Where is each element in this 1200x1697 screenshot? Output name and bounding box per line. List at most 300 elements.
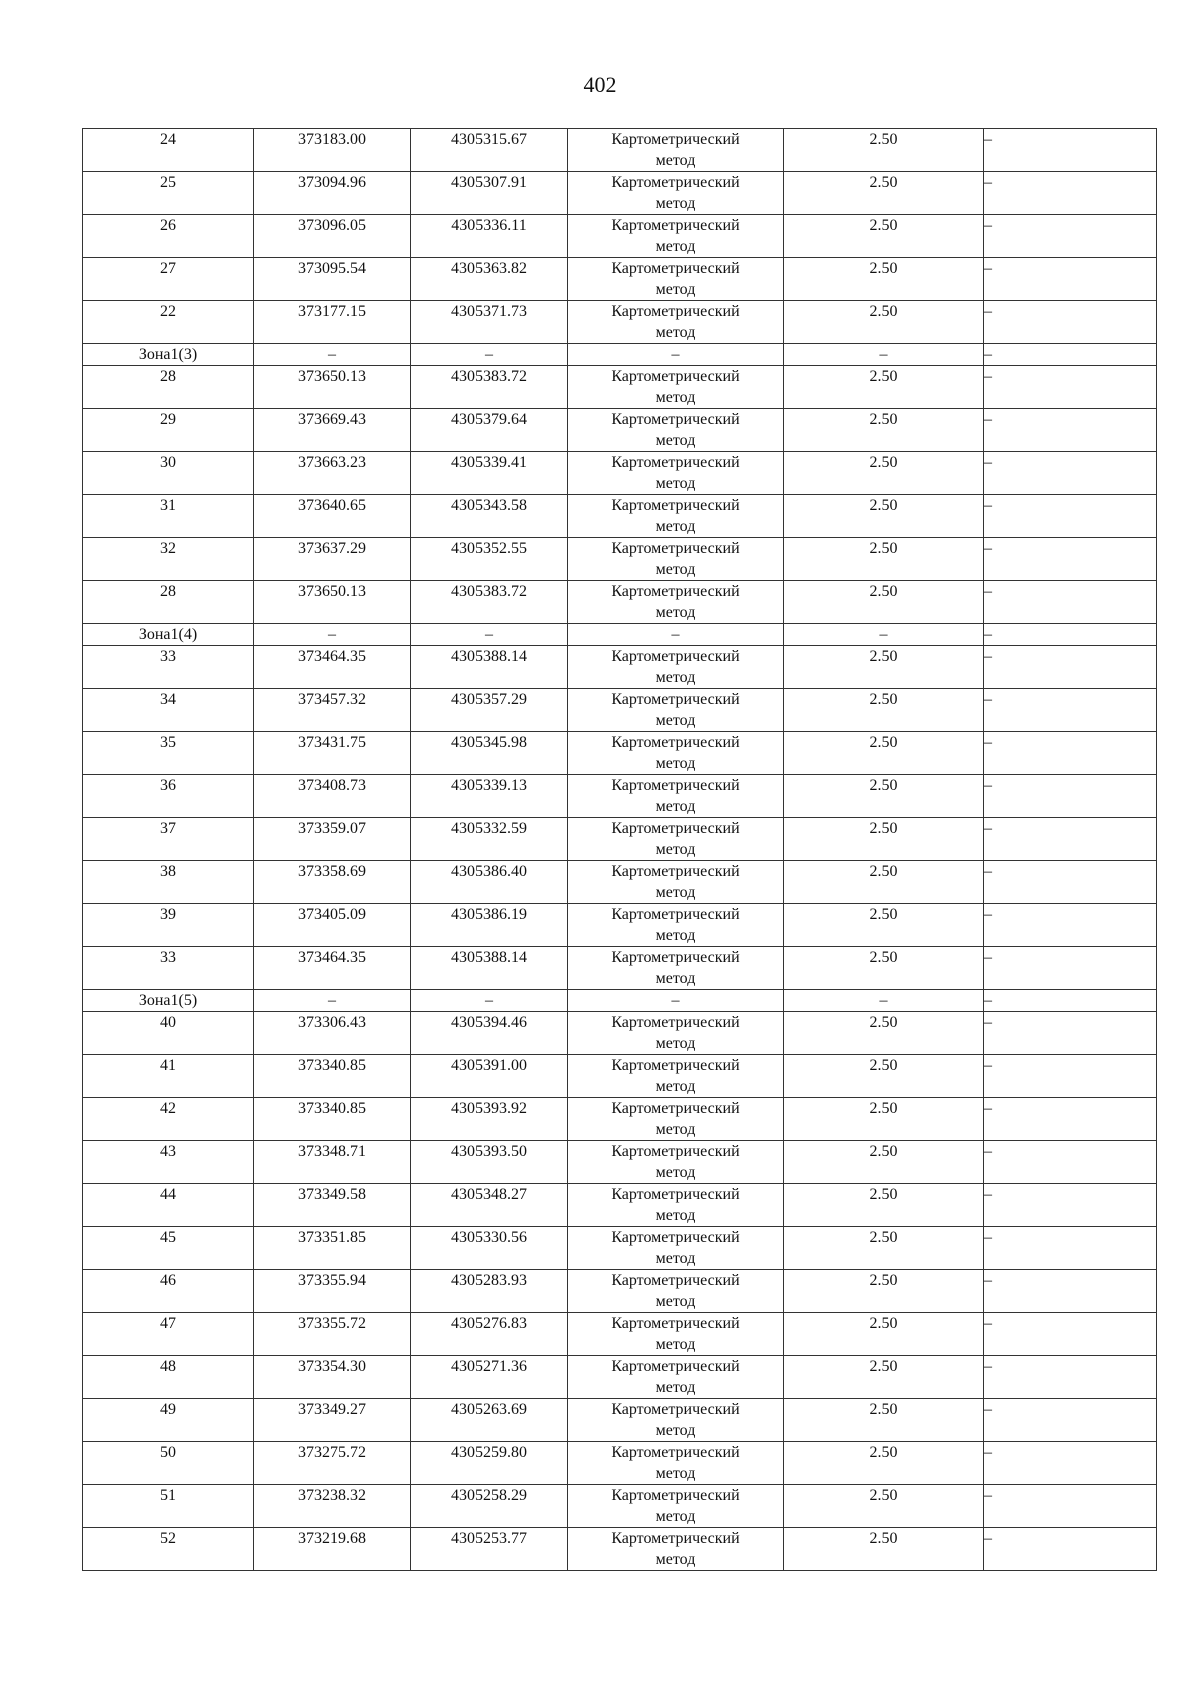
coord-y: 4305348.27 [411,1184,568,1227]
coord-x: 373096.05 [254,215,411,258]
coord-y: 4305388.14 [411,947,568,990]
description: – [984,301,1157,344]
point-number: 37 [83,818,254,861]
point-row [83,904,1157,947]
method-line-2: метод [655,1293,696,1310]
method-line-1: Картометрический [611,1401,740,1418]
coord-x: 373355.94 [254,1270,411,1313]
method-line-1: Картометрический [611,217,740,234]
method-line-1: Картометрический [611,540,740,557]
accuracy: 2.50 [784,1227,984,1270]
coord-x: 373219.68 [254,1528,411,1571]
coord-x: 373177.15 [254,301,411,344]
method-cell [568,1098,784,1141]
method-line-2: метод [655,238,696,255]
point-number: 40 [83,1012,254,1055]
method-cell [568,775,784,818]
method-cell [568,172,784,215]
accuracy: 2.50 [784,947,984,990]
point-number: 26 [83,215,254,258]
point-number: 35 [83,732,254,775]
coord-y: 4305339.13 [411,775,568,818]
point-row [83,258,1157,301]
description: – [984,581,1157,624]
method-cell [568,1055,784,1098]
zone-method-dash: – [568,624,784,646]
method-line-1: Картометрический [611,648,740,665]
accuracy: 2.50 [784,1356,984,1399]
method-cell [568,1012,784,1055]
method-cell [568,947,784,990]
method-cell [568,689,784,732]
accuracy: 2.50 [784,129,984,172]
method-line-1: Картометрический [611,1315,740,1332]
point-number: 33 [83,646,254,689]
coord-x: 373464.35 [254,646,411,689]
point-row [83,1313,1157,1356]
method-line-1: Картометрический [611,368,740,385]
method-line-2: метод [655,518,696,535]
method-cell [568,409,784,452]
point-number: 29 [83,409,254,452]
point-row [83,732,1157,775]
method-cell [568,861,784,904]
method-line-2: метод [655,1207,696,1224]
description: – [984,861,1157,904]
accuracy: 2.50 [784,495,984,538]
description: – [984,129,1157,172]
point-number: 34 [83,689,254,732]
description: – [984,1055,1157,1098]
method-line-1: Картометрический [611,1530,740,1547]
method-cell [568,495,784,538]
zone-header-row [83,990,1157,1012]
method-cell [568,646,784,689]
point-row [83,1012,1157,1055]
zone-header-row [83,624,1157,646]
coord-y: 4305339.41 [411,452,568,495]
coord-x: 373457.32 [254,689,411,732]
method-line-2: метод [655,1465,696,1482]
description: – [984,1012,1157,1055]
method-cell [568,1313,784,1356]
method-cell [568,1141,784,1184]
method-line-1: Картометрический [611,1444,740,1461]
method-cell [568,1227,784,1270]
point-number: 32 [83,538,254,581]
method-cell [568,581,784,624]
point-row [83,1442,1157,1485]
description: – [984,172,1157,215]
method-line-1: Картометрический [611,411,740,428]
description: – [984,947,1157,990]
zone-accuracy-dash: – [784,344,984,366]
description: – [984,1485,1157,1528]
point-number: 46 [83,1270,254,1313]
coord-y: 4305283.93 [411,1270,568,1313]
point-number: 43 [83,1141,254,1184]
method-line-1: Картометрический [611,131,740,148]
point-row [83,129,1157,172]
method-line-1: Картометрический [611,1358,740,1375]
coord-y: 4305379.64 [411,409,568,452]
zone-description-dash: – [984,990,1157,1012]
point-row [83,495,1157,538]
point-row [83,581,1157,624]
zone-y-dash: – [411,624,568,646]
point-number: 27 [83,258,254,301]
method-line-2: метод [655,1164,696,1181]
method-line-1: Картометрический [611,820,740,837]
method-line-1: Картометрический [611,949,740,966]
description: – [984,366,1157,409]
point-row [83,1399,1157,1442]
method-cell [568,129,784,172]
method-cell [568,366,784,409]
description: – [984,1184,1157,1227]
point-row [83,1356,1157,1399]
method-line-2: метод [655,1078,696,1095]
method-line-2: метод [655,195,696,212]
method-line-1: Картометрический [611,1487,740,1504]
method-line-1: Картометрический [611,174,740,191]
accuracy: 2.50 [784,818,984,861]
coord-y: 4305263.69 [411,1399,568,1442]
description: – [984,1399,1157,1442]
method-line-2: метод [655,475,696,492]
zone-y-dash: – [411,990,568,1012]
coord-x: 373349.27 [254,1399,411,1442]
method-cell [568,1528,784,1571]
accuracy: 2.50 [784,1055,984,1098]
point-row [83,689,1157,732]
coord-y: 4305393.92 [411,1098,568,1141]
point-row [83,538,1157,581]
method-cell [568,301,784,344]
point-number: 41 [83,1055,254,1098]
coord-x: 373349.58 [254,1184,411,1227]
coord-x: 373669.43 [254,409,411,452]
method-line-2: метод [655,669,696,686]
description: – [984,452,1157,495]
point-number: 24 [83,129,254,172]
method-line-2: метод [655,1379,696,1396]
accuracy: 2.50 [784,538,984,581]
accuracy: 2.50 [784,861,984,904]
accuracy: 2.50 [784,581,984,624]
method-line-1: Картометрический [611,1057,740,1074]
method-line-1: Картометрический [611,1186,740,1203]
zone-label: Зона1(4) [83,624,254,646]
point-row [83,1528,1157,1571]
description: – [984,775,1157,818]
method-cell [568,538,784,581]
zone-method-dash: – [568,990,784,1012]
accuracy: 2.50 [784,732,984,775]
description: – [984,1141,1157,1184]
method-cell [568,1485,784,1528]
method-line-2: метод [655,324,696,341]
method-line-1: Картометрический [611,260,740,277]
method-line-2: метод [655,1035,696,1052]
point-row [83,775,1157,818]
method-cell [568,1356,784,1399]
point-number: 38 [83,861,254,904]
coord-y: 4305276.83 [411,1313,568,1356]
point-row [83,1141,1157,1184]
description: – [984,904,1157,947]
accuracy: 2.50 [784,301,984,344]
method-line-1: Картометрический [611,734,740,751]
zone-accuracy-dash: – [784,990,984,1012]
coord-y: 4305383.72 [411,581,568,624]
coord-y: 4305307.91 [411,172,568,215]
method-line-2: метод [655,798,696,815]
point-number: 28 [83,366,254,409]
coord-y: 4305394.46 [411,1012,568,1055]
accuracy: 2.50 [784,775,984,818]
description: – [984,538,1157,581]
coord-y: 4305386.19 [411,904,568,947]
coord-x: 373464.35 [254,947,411,990]
description: – [984,495,1157,538]
method-line-1: Картометрический [611,863,740,880]
coord-y: 4305258.29 [411,1485,568,1528]
point-row [83,215,1157,258]
coord-x: 373650.13 [254,581,411,624]
point-row [83,1055,1157,1098]
point-number: 25 [83,172,254,215]
point-number: 39 [83,904,254,947]
point-number: 22 [83,301,254,344]
coord-x: 373355.72 [254,1313,411,1356]
coord-y: 4305343.58 [411,495,568,538]
page-number: 402 [583,72,617,97]
method-line-2: метод [655,884,696,901]
method-cell [568,732,784,775]
description: – [984,1098,1157,1141]
description: – [984,646,1157,689]
method-line-2: метод [655,755,696,772]
method-line-2: метод [655,389,696,406]
coord-x: 373095.54 [254,258,411,301]
method-line-2: метод [655,152,696,169]
point-number: 47 [83,1313,254,1356]
point-number: 48 [83,1356,254,1399]
coord-y: 4305393.50 [411,1141,568,1184]
zone-label: Зона1(3) [83,344,254,366]
accuracy: 2.50 [784,452,984,495]
description: – [984,1442,1157,1485]
zone-label: Зона1(5) [83,990,254,1012]
method-line-1: Картометрический [611,1229,740,1246]
coord-y: 4305330.56 [411,1227,568,1270]
coord-x: 373348.71 [254,1141,411,1184]
coord-y: 4305391.00 [411,1055,568,1098]
accuracy: 2.50 [784,1442,984,1485]
point-number: 49 [83,1399,254,1442]
method-line-1: Картометрический [611,1272,740,1289]
coord-x: 373340.85 [254,1098,411,1141]
description: – [984,409,1157,452]
point-row [83,409,1157,452]
method-cell [568,258,784,301]
method-line-1: Картометрический [611,303,740,320]
method-line-1: Картометрический [611,1143,740,1160]
method-line-2: метод [655,1121,696,1138]
method-line-2: метод [655,1250,696,1267]
accuracy: 2.50 [784,258,984,301]
coord-y: 4305357.29 [411,689,568,732]
method-line-1: Картометрический [611,1014,740,1031]
point-row [83,861,1157,904]
accuracy: 2.50 [784,904,984,947]
coord-x: 373650.13 [254,366,411,409]
coord-y: 4305271.36 [411,1356,568,1399]
point-number: 30 [83,452,254,495]
point-number: 36 [83,775,254,818]
description: – [984,732,1157,775]
accuracy: 2.50 [784,646,984,689]
coord-x: 373637.29 [254,538,411,581]
coord-x: 373306.43 [254,1012,411,1055]
accuracy: 2.50 [784,1184,984,1227]
accuracy: 2.50 [784,1399,984,1442]
accuracy: 2.50 [784,1485,984,1528]
coord-x: 373640.65 [254,495,411,538]
point-number: 45 [83,1227,254,1270]
point-row [83,947,1157,990]
coord-x: 373094.96 [254,172,411,215]
coord-y: 4305352.55 [411,538,568,581]
coord-x: 373663.23 [254,452,411,495]
method-cell [568,818,784,861]
method-cell [568,1184,784,1227]
method-line-1: Картометрический [611,583,740,600]
point-row [83,1485,1157,1528]
description: – [984,1313,1157,1356]
point-number: 50 [83,1442,254,1485]
coord-y: 4305386.40 [411,861,568,904]
accuracy: 2.50 [784,689,984,732]
zone-method-dash: – [568,344,784,366]
coord-x: 373183.00 [254,129,411,172]
coord-x: 373359.07 [254,818,411,861]
method-line-2: метод [655,432,696,449]
zone-x-dash: – [254,990,411,1012]
coord-y: 4305363.82 [411,258,568,301]
method-line-2: метод [655,1336,696,1353]
method-line-2: метод [655,1551,696,1568]
method-line-1: Картометрический [611,1100,740,1117]
accuracy: 2.50 [784,1098,984,1141]
coord-x: 373408.73 [254,775,411,818]
coordinates-table-body [83,129,1157,1571]
method-line-2: метод [655,927,696,944]
point-row [83,1270,1157,1313]
method-cell [568,1270,784,1313]
description: – [984,1356,1157,1399]
description: – [984,215,1157,258]
description: – [984,1270,1157,1313]
point-number: 28 [83,581,254,624]
point-row [83,646,1157,689]
method-line-2: метод [655,561,696,578]
coord-y: 4305371.73 [411,301,568,344]
coord-y: 4305315.67 [411,129,568,172]
point-row [83,366,1157,409]
point-row [83,1227,1157,1270]
point-row [83,172,1157,215]
method-line-2: метод [655,1508,696,1525]
coord-x: 373340.85 [254,1055,411,1098]
method-cell [568,452,784,495]
method-line-1: Картометрический [611,777,740,794]
coord-y: 4305388.14 [411,646,568,689]
method-cell [568,1442,784,1485]
coord-y: 4305253.77 [411,1528,568,1571]
zone-description-dash: – [984,624,1157,646]
point-number: 33 [83,947,254,990]
method-line-2: метод [655,712,696,729]
method-line-2: метод [655,841,696,858]
point-number: 51 [83,1485,254,1528]
method-cell [568,1399,784,1442]
accuracy: 2.50 [784,1528,984,1571]
zone-x-dash: – [254,344,411,366]
zone-description-dash: – [984,344,1157,366]
coord-x: 373354.30 [254,1356,411,1399]
coord-x: 373358.69 [254,861,411,904]
method-line-1: Картометрический [611,497,740,514]
coord-y: 4305336.11 [411,215,568,258]
coord-x: 373238.32 [254,1485,411,1528]
point-row [83,818,1157,861]
coord-x: 373405.09 [254,904,411,947]
method-cell [568,904,784,947]
point-row [83,1184,1157,1227]
accuracy: 2.50 [784,1012,984,1055]
method-line-1: Картометрический [611,454,740,471]
point-number: 44 [83,1184,254,1227]
accuracy: 2.50 [784,1313,984,1356]
description: – [984,689,1157,732]
point-row [83,452,1157,495]
coord-y: 4305345.98 [411,732,568,775]
coord-y: 4305332.59 [411,818,568,861]
zone-accuracy-dash: – [784,624,984,646]
point-number: 52 [83,1528,254,1571]
zone-y-dash: – [411,344,568,366]
coordinates-table [82,128,1157,1571]
accuracy: 2.50 [784,1270,984,1313]
method-line-2: метод [655,604,696,621]
method-line-1: Картометрический [611,906,740,923]
coord-x: 373351.85 [254,1227,411,1270]
accuracy: 2.50 [784,1141,984,1184]
accuracy: 2.50 [784,366,984,409]
point-row [83,301,1157,344]
coord-x: 373431.75 [254,732,411,775]
accuracy: 2.50 [784,215,984,258]
coord-x: 373275.72 [254,1442,411,1485]
accuracy: 2.50 [784,409,984,452]
accuracy: 2.50 [784,172,984,215]
method-line-2: метод [655,281,696,298]
description: – [984,1227,1157,1270]
point-row [83,1098,1157,1141]
method-line-2: метод [655,970,696,987]
